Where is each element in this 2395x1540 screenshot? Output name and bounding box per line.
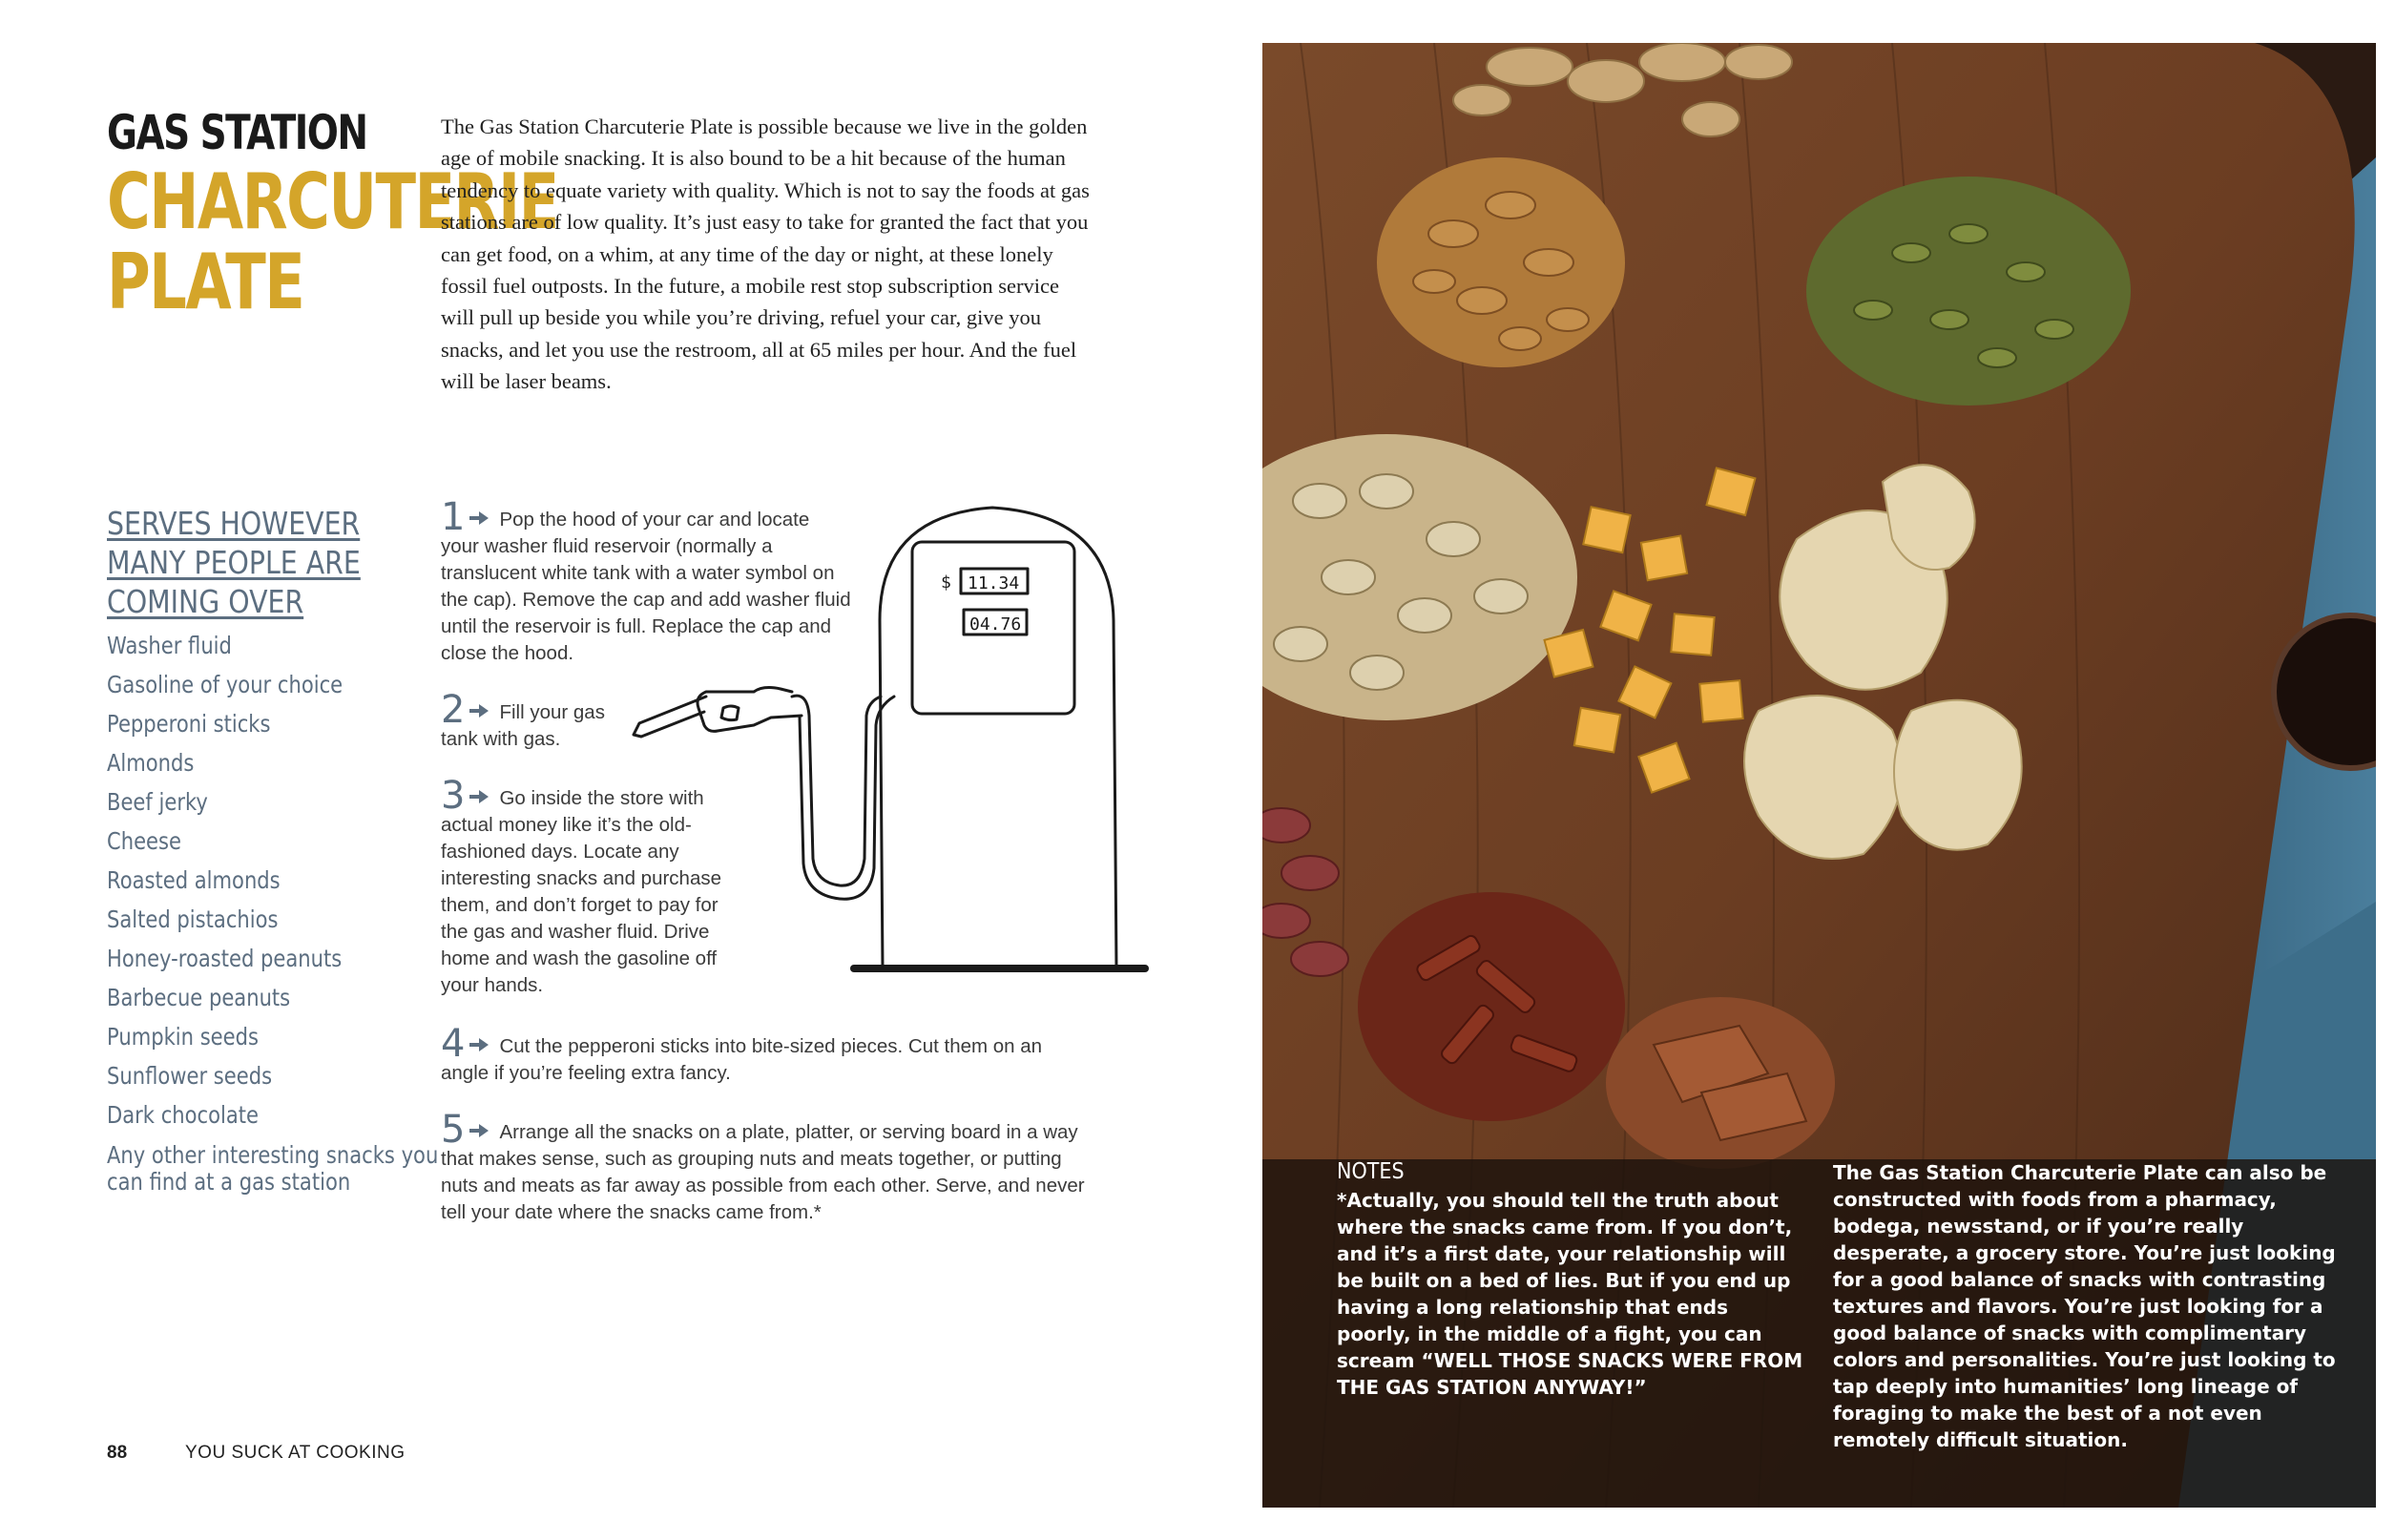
step-number: 3 [441,774,466,818]
snack-board-photo [1262,43,2376,1508]
step-text: Cut the pepperoni sticks into bite-sized pieces. Cut them on an angle if you’re feeling extra fancy. [441,1035,1043,1084]
ingredient-item: Gasoline of your choice [107,671,344,698]
running-head: YOU SUCK AT COOKING [185,1443,406,1463]
ingredient-item: Pepperoni sticks [107,710,271,738]
title-line-2: CHARCUTERIE [107,157,558,246]
ingredient-item: Salted pistachios [107,905,279,933]
ingredient-list [107,626,450,1196]
pump-gallons: 04.76 [969,614,1022,635]
ingredient-item: Dark chocolate [107,1101,259,1129]
pump-price: 11.34 [968,573,1020,593]
ingredient-item: Almonds [107,749,195,777]
serves-line-3: COMING OVER [107,583,304,620]
note-sidebar: The Gas Station Charcuterie Plate can also be constructed with foods from a pharmacy, bodega, newsstand, or if you’re really desperate, a grocery store. You’re just looking for a good balance of snacks with contrasting textures and flavors. You’re just looking for a good balance of snacks with complimentary colors and personalities. You’re just looking to tap deeply into humanities’ long lineage of foraging to make the best of a not even remotely difficult situation. [1833,1161,2336,1451]
serves-heading [107,504,403,621]
step-4 [441,1022,1090,1087]
ingredient-item: Cheese [107,827,181,855]
step-number: 5 [441,1108,466,1152]
ingredient-item: Honey-roasted peanuts [107,945,343,972]
pump-currency: $ [941,572,951,593]
step-number: 1 [441,495,466,539]
arrow-right-icon [469,1123,489,1138]
gas-pump-illustration [611,496,1164,983]
page-number: 88 [107,1443,128,1463]
serves-line-1: SERVES HOWEVER [107,505,361,542]
notes-label: NOTES [1337,1159,1405,1184]
step-text: Arrange all the snacks on a plate, platter, or serving board in a way that makes sense, such as grouping nuts and meats together, or putting nuts and meats as far away as possible from each other. Serve, and never tell your date where the snacks came from.* [441,1121,1085,1223]
step-number: 2 [441,688,466,732]
note-footnote: *Actually, you should tell the truth about where the snacks came from. If you don’t, and it’s a first date, your relationship will be built on a bed of lies. But if you end up having a long relationship that ends poorly, in the middle of a fight, you can scream “WELL THOSE SNACKS WERE FROM THE GAS STATION ANYWAY!” [1337,1189,1803,1399]
ingredient-item: Sunflower seeds [107,1062,273,1090]
step-number: 4 [441,1022,466,1066]
arrow-right-icon [469,1037,489,1052]
step-2 [441,688,613,753]
ingredient-item: Washer fluid [107,632,232,659]
ingredient-item: Roasted almonds [107,866,281,894]
serves-line-2: MANY PEOPLE ARE [107,544,361,581]
step-text: Pop the hood of your car and locate your washer fluid reservoir (normally a translucent white tank with a water symbol on the cap). Remove the cap and add washer fluid until the reservoir is full. Replace the cap and close the hood. [441,509,851,664]
step-5 [441,1108,1090,1226]
ingredient-item: Barbecue peanuts [107,984,291,1011]
arrow-right-icon [469,510,489,526]
ingredient-item: Pumpkin seeds [107,1023,259,1051]
arrow-right-icon [469,703,489,718]
step-text: Fill your gas tank with gas. [441,701,605,750]
title-line-3: PLATE [107,238,304,326]
intro-paragraph: The Gas Station Charcuterie Plate is possible because we live in the golden age of mobile snacking. It is also bound to be a hit because of the human tendency to equate variety with quality. Which is not to say the foods at gas stations are of low quality. It’s just easy to take for granted the fact that you can get food, on a whim, at any time of the day or night, at these lonely fossil fuel outposts. In the future, a mobile rest stop subscription service will pull up beside you while you’re driving, refuel your car, give you snacks, and let you use the restroom, all at 65 miles per hour. And the fuel will be laser beams. [441,114,1090,394]
ingredient-item: Any other interesting snacks you can find at a gas station [107,1141,439,1196]
arrow-right-icon [469,789,489,804]
title-line-1: GAS STATION [107,105,367,160]
ingredient-item: Beef jerky [107,788,208,816]
step-text: Go inside the store with actual money like it’s the old-fashioned days. Locate any interesting snacks and purchase them, and don’t forget to pay for the gas and washer fluid. Drive home and wash the gasoline off your hands. [441,787,722,996]
